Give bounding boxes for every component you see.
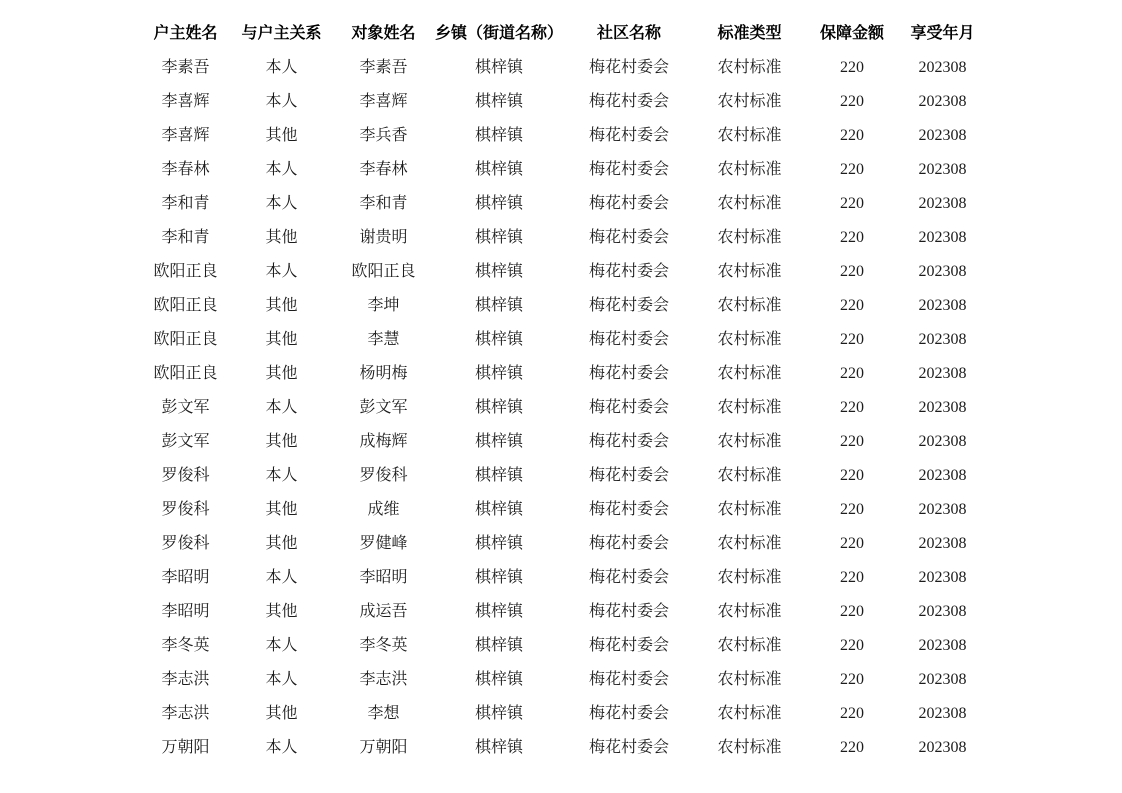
table-cell: 梅花村委会 bbox=[588, 501, 669, 518]
table-cell: 农村标准 bbox=[717, 467, 782, 484]
table-cell: 220 bbox=[840, 535, 864, 552]
table-cell: 李和青 bbox=[161, 195, 210, 212]
table-cell: 李春林 bbox=[359, 161, 408, 178]
table-cell: 220 bbox=[840, 501, 864, 518]
table-row bbox=[140, 119, 985, 153]
table-cell: 梅花村委会 bbox=[588, 161, 669, 178]
table-cell: 202308 bbox=[918, 569, 967, 586]
table-cell: 棋梓镇 bbox=[474, 467, 523, 484]
col-header-community: 社区名称 bbox=[596, 25, 661, 42]
table-cell: 成梅辉 bbox=[359, 433, 408, 450]
table-cell: 棋梓镇 bbox=[474, 739, 523, 756]
table-cell: 农村标准 bbox=[717, 127, 782, 144]
table-cell: 220 bbox=[840, 93, 864, 110]
col-header-person-name: 对象姓名 bbox=[351, 25, 416, 42]
table-cell: 彭文军 bbox=[161, 399, 210, 416]
table-cell: 梅花村委会 bbox=[588, 671, 669, 688]
table-cell: 220 bbox=[840, 59, 864, 76]
table-cell: 梅花村委会 bbox=[588, 263, 669, 280]
table-cell: 220 bbox=[840, 671, 864, 688]
table-row bbox=[140, 51, 985, 85]
table-cell: 棋梓镇 bbox=[474, 229, 523, 246]
table-cell: 罗俊科 bbox=[359, 467, 408, 484]
table-cell: 其他 bbox=[265, 365, 298, 382]
table-cell: 其他 bbox=[265, 127, 298, 144]
table-cell: 农村标准 bbox=[717, 399, 782, 416]
table-row bbox=[140, 255, 985, 289]
table-cell: 李素吾 bbox=[161, 59, 210, 76]
col-header-township: 乡镇（街道名称） bbox=[435, 25, 563, 42]
table-cell: 梅花村委会 bbox=[588, 535, 669, 552]
table-cell: 棋梓镇 bbox=[474, 365, 523, 382]
table-cell: 农村标准 bbox=[717, 501, 782, 518]
table-cell: 梅花村委会 bbox=[588, 195, 669, 212]
table-cell: 农村标准 bbox=[717, 705, 782, 722]
col-header-household-head: 户主姓名 bbox=[153, 25, 218, 42]
table-cell: 202308 bbox=[918, 127, 967, 144]
table-cell: 棋梓镇 bbox=[474, 161, 523, 178]
table-cell: 农村标准 bbox=[717, 535, 782, 552]
table-cell: 本人 bbox=[265, 569, 298, 586]
table-cell: 棋梓镇 bbox=[474, 331, 523, 348]
table-cell: 李志洪 bbox=[161, 671, 210, 688]
table-cell: 202308 bbox=[918, 263, 967, 280]
table-cell: 220 bbox=[840, 433, 864, 450]
table-cell: 杨明梅 bbox=[359, 365, 408, 382]
table-cell: 农村标准 bbox=[717, 433, 782, 450]
table-cell: 农村标准 bbox=[717, 739, 782, 756]
table-row bbox=[140, 391, 985, 425]
table-cell: 棋梓镇 bbox=[474, 59, 523, 76]
table-cell: 220 bbox=[840, 229, 864, 246]
table-cell: 其他 bbox=[265, 297, 298, 314]
table-cell: 李志洪 bbox=[161, 705, 210, 722]
table-cell: 202308 bbox=[918, 501, 967, 518]
table-row bbox=[140, 425, 985, 459]
col-header-relationship: 与户主关系 bbox=[241, 25, 322, 42]
table-cell: 梅花村委会 bbox=[588, 603, 669, 620]
table-cell: 李春林 bbox=[161, 161, 210, 178]
table-cell: 罗俊科 bbox=[161, 467, 210, 484]
table-cell: 其他 bbox=[265, 229, 298, 246]
table-cell: 220 bbox=[840, 467, 864, 484]
table-cell: 棋梓镇 bbox=[474, 127, 523, 144]
table-cell: 万朝阳 bbox=[359, 739, 408, 756]
table-cell: 202308 bbox=[918, 59, 967, 76]
table-cell: 李想 bbox=[367, 705, 400, 722]
table-cell: 棋梓镇 bbox=[474, 671, 523, 688]
table-cell: 220 bbox=[840, 603, 864, 620]
table-cell: 农村标准 bbox=[717, 637, 782, 654]
table-row bbox=[140, 153, 985, 187]
table-row bbox=[140, 697, 985, 731]
table-cell: 谢贵明 bbox=[359, 229, 408, 246]
table-cell: 其他 bbox=[265, 433, 298, 450]
table-cell: 欧阳正良 bbox=[153, 365, 218, 382]
table-cell: 棋梓镇 bbox=[474, 195, 523, 212]
benefit-roster-table bbox=[140, 17, 985, 765]
table-cell: 梅花村委会 bbox=[588, 365, 669, 382]
table-cell: 梅花村委会 bbox=[588, 433, 669, 450]
table-row bbox=[140, 221, 985, 255]
table-cell: 本人 bbox=[265, 637, 298, 654]
col-header-benefit-month: 享受年月 bbox=[910, 25, 975, 42]
table-cell: 202308 bbox=[918, 297, 967, 314]
table-cell: 202308 bbox=[918, 195, 967, 212]
table-cell: 220 bbox=[840, 195, 864, 212]
table-cell: 其他 bbox=[265, 535, 298, 552]
table-cell: 棋梓镇 bbox=[474, 433, 523, 450]
table-cell: 其他 bbox=[265, 603, 298, 620]
table-cell: 李和青 bbox=[359, 195, 408, 212]
table-cell: 其他 bbox=[265, 501, 298, 518]
col-header-standard-type: 标准类型 bbox=[717, 25, 782, 42]
table-cell: 彭文军 bbox=[359, 399, 408, 416]
table-cell: 万朝阳 bbox=[161, 739, 210, 756]
table-cell: 202308 bbox=[918, 535, 967, 552]
table-cell: 梅花村委会 bbox=[588, 59, 669, 76]
table-cell: 李冬英 bbox=[161, 637, 210, 654]
table-row bbox=[140, 187, 985, 221]
table-cell: 202308 bbox=[918, 467, 967, 484]
table-cell: 本人 bbox=[265, 161, 298, 178]
table-cell: 220 bbox=[840, 637, 864, 654]
table-cell: 202308 bbox=[918, 365, 967, 382]
table-cell: 梅花村委会 bbox=[588, 637, 669, 654]
table-cell: 成维 bbox=[367, 501, 400, 518]
table-cell: 202308 bbox=[918, 161, 967, 178]
table-cell: 其他 bbox=[265, 331, 298, 348]
table-cell: 李兵香 bbox=[359, 127, 408, 144]
table-cell: 220 bbox=[840, 127, 864, 144]
table-cell: 李喜辉 bbox=[359, 93, 408, 110]
table-cell: 农村标准 bbox=[717, 603, 782, 620]
table-cell: 棋梓镇 bbox=[474, 93, 523, 110]
table-cell: 棋梓镇 bbox=[474, 637, 523, 654]
table-cell: 梅花村委会 bbox=[588, 229, 669, 246]
table-cell: 李昭明 bbox=[161, 603, 210, 620]
table-cell: 农村标准 bbox=[717, 297, 782, 314]
table-cell: 202308 bbox=[918, 331, 967, 348]
table-cell: 202308 bbox=[918, 603, 967, 620]
table-cell: 本人 bbox=[265, 263, 298, 280]
table-cell: 202308 bbox=[918, 705, 967, 722]
table-cell: 220 bbox=[840, 569, 864, 586]
table-cell: 李喜辉 bbox=[161, 93, 210, 110]
table-cell: 李昭明 bbox=[359, 569, 408, 586]
table-cell: 220 bbox=[840, 161, 864, 178]
table-cell: 农村标准 bbox=[717, 365, 782, 382]
table-row bbox=[140, 595, 985, 629]
table-cell: 梅花村委会 bbox=[588, 467, 669, 484]
table-row bbox=[140, 731, 985, 765]
table-cell: 农村标准 bbox=[717, 59, 782, 76]
table-cell: 梅花村委会 bbox=[588, 297, 669, 314]
table-header-row bbox=[140, 17, 985, 51]
table-row bbox=[140, 493, 985, 527]
table-cell: 梅花村委会 bbox=[588, 705, 669, 722]
table-cell: 梅花村委会 bbox=[588, 127, 669, 144]
table-cell: 棋梓镇 bbox=[474, 263, 523, 280]
table-cell: 棋梓镇 bbox=[474, 705, 523, 722]
table-cell: 成运吾 bbox=[359, 603, 408, 620]
table-cell: 农村标准 bbox=[717, 229, 782, 246]
table-row bbox=[140, 527, 985, 561]
table-cell: 202308 bbox=[918, 93, 967, 110]
table-cell: 农村标准 bbox=[717, 671, 782, 688]
table-cell: 220 bbox=[840, 739, 864, 756]
table-row bbox=[140, 561, 985, 595]
table-cell: 罗俊科 bbox=[161, 535, 210, 552]
table-row bbox=[140, 323, 985, 357]
table-cell: 罗健峰 bbox=[359, 535, 408, 552]
table-cell: 202308 bbox=[918, 433, 967, 450]
table-cell: 本人 bbox=[265, 467, 298, 484]
table-cell: 220 bbox=[840, 399, 864, 416]
table-cell: 本人 bbox=[265, 93, 298, 110]
table-cell: 梅花村委会 bbox=[588, 331, 669, 348]
table-cell: 李慧 bbox=[367, 331, 400, 348]
table-cell: 欧阳正良 bbox=[153, 331, 218, 348]
table-cell: 梅花村委会 bbox=[588, 569, 669, 586]
table-cell: 李冬英 bbox=[359, 637, 408, 654]
table-row bbox=[140, 629, 985, 663]
table-cell: 本人 bbox=[265, 59, 298, 76]
table-cell: 202308 bbox=[918, 637, 967, 654]
table-cell: 220 bbox=[840, 705, 864, 722]
table-cell: 农村标准 bbox=[717, 263, 782, 280]
table-row bbox=[140, 85, 985, 119]
table-cell: 棋梓镇 bbox=[474, 501, 523, 518]
table-cell: 农村标准 bbox=[717, 569, 782, 586]
table-cell: 农村标准 bbox=[717, 195, 782, 212]
table-cell: 李志洪 bbox=[359, 671, 408, 688]
table-cell: 农村标准 bbox=[717, 93, 782, 110]
table-cell: 棋梓镇 bbox=[474, 569, 523, 586]
table-cell: 李素吾 bbox=[359, 59, 408, 76]
table-cell: 梅花村委会 bbox=[588, 739, 669, 756]
table-cell: 202308 bbox=[918, 229, 967, 246]
table-cell: 梅花村委会 bbox=[588, 399, 669, 416]
table-row bbox=[140, 289, 985, 323]
table-cell: 李坤 bbox=[367, 297, 400, 314]
table-cell: 本人 bbox=[265, 739, 298, 756]
table-cell: 李和青 bbox=[161, 229, 210, 246]
table-cell: 220 bbox=[840, 331, 864, 348]
table-cell: 农村标准 bbox=[717, 331, 782, 348]
col-header-amount: 保障金额 bbox=[819, 25, 884, 42]
table-cell: 欧阳正良 bbox=[153, 297, 218, 314]
table-cell: 202308 bbox=[918, 739, 967, 756]
table-cell: 农村标准 bbox=[717, 161, 782, 178]
table-cell: 棋梓镇 bbox=[474, 603, 523, 620]
table-cell: 202308 bbox=[918, 399, 967, 416]
table-cell: 本人 bbox=[265, 671, 298, 688]
table-row bbox=[140, 663, 985, 697]
table-cell: 李喜辉 bbox=[161, 127, 210, 144]
table-cell: 彭文军 bbox=[161, 433, 210, 450]
table-cell: 梅花村委会 bbox=[588, 93, 669, 110]
table-cell: 李昭明 bbox=[161, 569, 210, 586]
table-cell: 220 bbox=[840, 263, 864, 280]
table-row bbox=[140, 357, 985, 391]
table-cell: 棋梓镇 bbox=[474, 297, 523, 314]
table-cell: 欧阳正良 bbox=[351, 263, 416, 280]
table-cell: 棋梓镇 bbox=[474, 399, 523, 416]
table-cell: 棋梓镇 bbox=[474, 535, 523, 552]
table-cell: 欧阳正良 bbox=[153, 263, 218, 280]
table-row bbox=[140, 459, 985, 493]
table-cell: 202308 bbox=[918, 671, 967, 688]
table-cell: 本人 bbox=[265, 195, 298, 212]
table-cell: 罗俊科 bbox=[161, 501, 210, 518]
table-cell: 220 bbox=[840, 297, 864, 314]
table-cell: 220 bbox=[840, 365, 864, 382]
table-cell: 其他 bbox=[265, 705, 298, 722]
table-cell: 本人 bbox=[265, 399, 298, 416]
